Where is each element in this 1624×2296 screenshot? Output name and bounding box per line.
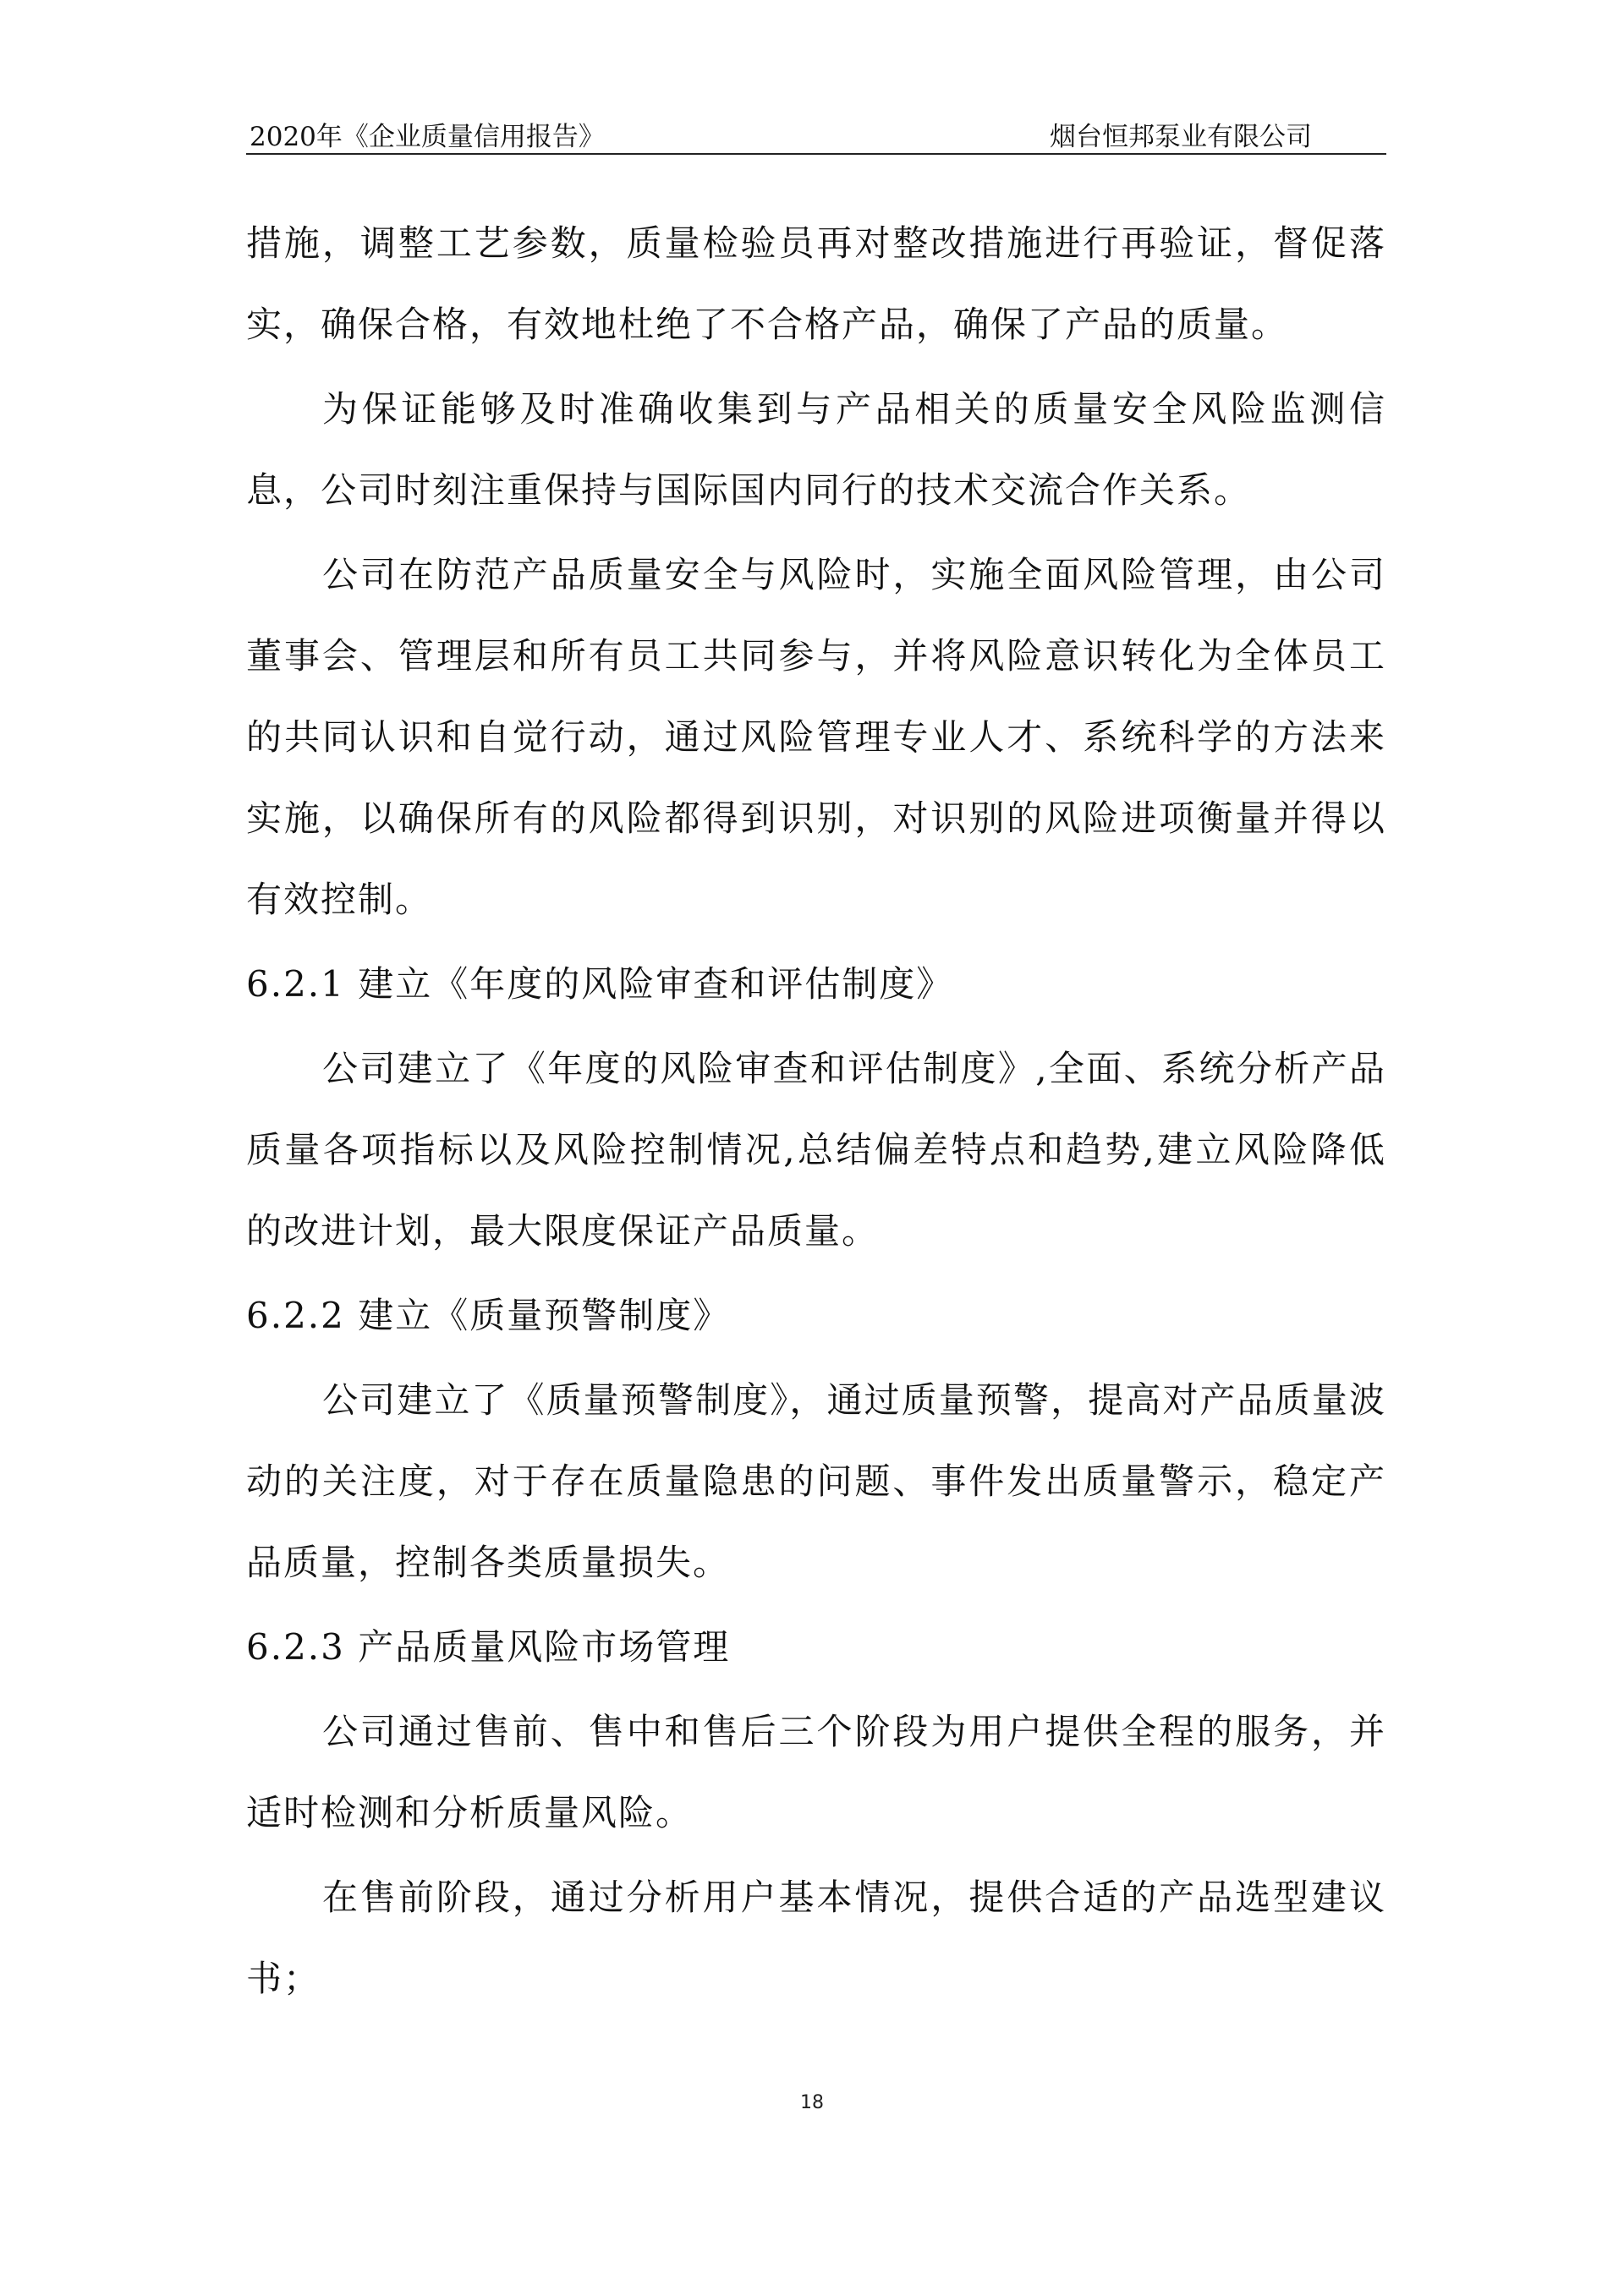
page-header xyxy=(246,118,1386,156)
report-title: 2020年《企业质量信用报告》 xyxy=(250,122,605,152)
section-paragraph: 公司建立了《年度的风险审查和评估制度》,全面、系统分析产品质量各项指标以及风险控制情况,总结偏差特点和趋势,建立风险降低的改进计划，最大限度保证产品质量。 xyxy=(246,1048,1386,1252)
page-number: 18 xyxy=(800,2092,824,2113)
section-heading-6-2-2: 6.2.2 建立《质量预警制度》 xyxy=(246,1295,731,1336)
body-paragraph-continued: 措施，调整工艺参数，质量检验员再对整改措施进行再验证，督促落实，确保合格，有效地杜绝了不合格产品，确保了产品的质量。 xyxy=(246,222,1386,345)
header-divider xyxy=(246,153,1386,155)
section-paragraph: 在售前阶段，通过分析用户基本情况，提供合适的产品选型建议书； xyxy=(246,1877,1386,1999)
body-paragraph: 公司在防范产品质量安全与风险时，实施全面风险管理，由公司董事会、管理层和所有员工共同参与，并将风险意识转化为全体员工的共同认识和自觉行动，通过风险管理专业人才、系统科学的方法来实施，以确保所有的风险都得到识别，对识别的风险进项衡量并得以有效控制。 xyxy=(246,554,1386,920)
section-heading-6-2-1: 6.2.1 建立《年度的风险审查和评估制度》 xyxy=(246,963,954,1005)
body-paragraph: 为保证能够及时准确收集到与产品相关的质量安全风险监测信息，公司时刻注重保持与国际国内同行的技术交流合作关系。 xyxy=(246,388,1386,511)
section-paragraph: 公司通过售前、售中和售后三个阶段为用户提供全程的服务，并适时检测和分析质量风险。 xyxy=(246,1711,1386,1833)
section-paragraph: 公司建立了《质量预警制度》，通过质量预警，提高对产品质量波动的关注度，对于存在质量隐患的问题、事件发出质量警示，稳定产品质量，控制各类质量损失。 xyxy=(246,1379,1386,1583)
section-heading-6-2-3: 6.2.3 产品质量风险市场管理 xyxy=(246,1626,731,1668)
document-body xyxy=(246,203,1386,2023)
company-name: 烟台恒邦泵业有限公司 xyxy=(1050,122,1312,152)
